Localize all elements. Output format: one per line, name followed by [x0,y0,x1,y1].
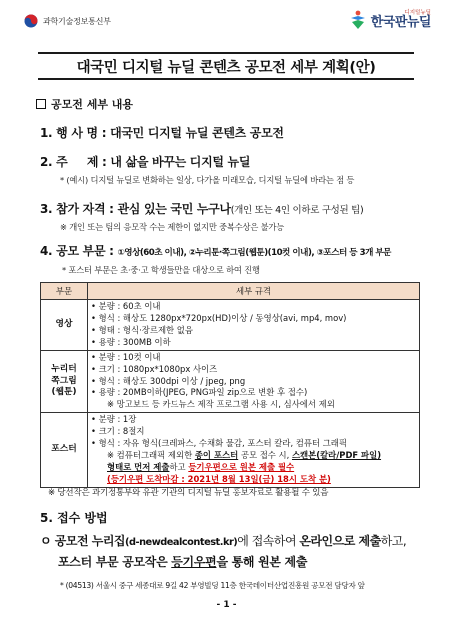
section-heading-text: 공모전 세부 내용 [51,98,134,111]
table-cat-toon: 누리터 쪽그림 (웹툰) [41,350,88,413]
table-poster-deadline: (등기우편 도착마감 : 2021년 8월 13일(금) 18시 도착 분) [107,473,331,484]
table-header-category: 부문 [41,283,88,300]
table-detail-toon: • 분량 : 10컷 이내 • 크기 : 1080px*1080px 사이즈 • 형식 : 해상도 300dpi 이상 / jpeg, png • 용량 : 20MB이하(JPEG, PNG파일 zip으로 변환 후 접수) ※ 망고보드 등 카드뉴스 제작 프로그램 사용 시, 심사에서 제외 [88,350,420,413]
table-cat-poster: 포스터 [41,413,88,488]
document-title: 대국민 디지털 뉴딜 콘텐츠 공모전 세부 계획(안) [76,59,376,76]
item-eligibility-note: ※ 개인 또는 팀의 응모작 수는 제한이 없지만 중복수상은 불가능 [60,222,285,232]
table-poster-note: ※ 컴퓨터그래픽 제외한 종이 포스터 공모 접수 시, 스캔본(칼라/PDF 파일) [107,450,382,461]
table-header-row [41,283,420,300]
table-detail-video: • 분량 : 60초 이내 • 형식 : 해상도 1280px*720px(HD)이상 / 동영상(avi, mp4, mov) • 형태 : 형식·장르제한 없음 • 용량 : 300MB 이하 [88,300,420,351]
newdeal-logo [349,10,431,30]
submission-line-2: 포스터 부문 공모작은 등기우편을 통해 원본 제출 [58,555,308,569]
table-header-spec: 세부 규격 [88,283,420,300]
table-poster-note-2: 형태로 먼저 제출하고 등기우편으로 원본 제출 필수 [107,461,295,472]
checkbox-square-icon [36,99,46,109]
table-row-toon [41,350,420,413]
brand-subtitle: 디지털뉴딜 [404,9,431,16]
document-title-box [38,52,414,80]
section-heading [36,96,133,112]
item-categories-note: * 포스터 부문은 초·중·고 학생들만을 대상으로 하여 진행 [62,265,260,275]
table-detail-poster: • 분량 : 1장 • 크기 : 8절지 • 형식 : 자유 형식(크레파스, 수채화 물감, 포스터 칼라, 컴퓨터 그래픽 ※ 컴퓨터그래픽 제외한 종이 포스터 공모 접수 시, 스캔본(칼라/PDF 파일) 형태로 먼저 제출하고 등기우편으로 원본 제출 필수 (등기우편 도착마감 : 2021년 8월 13일(금) 18시 도착 분) [88,413,420,488]
spec-table [40,282,420,488]
submission-line-1: ㅇ 공모전 누리집(d-newdealcontest.kr)에 접속하여 온라인으로 제출하고, [40,534,407,548]
item-categories-label: 4. 공모 부문 : [40,244,118,258]
table-row-poster [41,413,420,488]
item-event-name: 1. 행 사 명 : 대국민 디지털 뉴딜 콘텐츠 공모전 [40,126,284,140]
item-submission-heading: 5. 접수 방법 [40,511,108,525]
page-number: - 1 - [216,600,237,610]
ministry-name: 과학기술정보통신부 [43,16,111,26]
mailing-address: * (04513) 서울시 중구 세종대로 9길 42 부영빌딩 11층 한국데이터산업진흥원 공모전 담당자 앞 [60,581,365,590]
item-categories-list: ①영상(60초 이내), ②누리툰·쪽그림(웹툰)(10컷 이내), ③포스터 등 3개 부문 [117,248,391,258]
brand-title: 한국판뉴딜 [370,15,431,31]
item-theme: 2. 주 제 : 내 삶을 바꾸는 디지털 뉴딜 [40,155,251,169]
table-row-video [41,300,420,351]
item-theme-note: * (예시) 디지털 뉴딜로 변화하는 일상, 다가올 미래모습, 디지털 뉴딜에 바라는 점 등 [60,175,355,185]
table-cat-video: 영상 [41,300,88,351]
ministry-logo [24,14,111,28]
item-eligibility-detail: (개인 또는 4인 이하로 구성된 팀) [230,205,364,216]
newdeal-mark-icon [349,10,367,30]
table-toon-note: ※ 망고보드 등 카드뉴스 제작 프로그램 사용 시, 심사에서 제외 [107,399,335,410]
item-categories [40,242,391,259]
item-eligibility-main: 3. 참가 자격 : 관심 있는 국민 누구나 [40,202,231,216]
item-eligibility [40,200,363,217]
winners-footnote: ※ 당선작은 과기정통부와 유관 기관의 디지털 뉴딜 홍보자료로 활용될 수 있음 [48,488,329,498]
taegeuk-icon [24,14,38,28]
